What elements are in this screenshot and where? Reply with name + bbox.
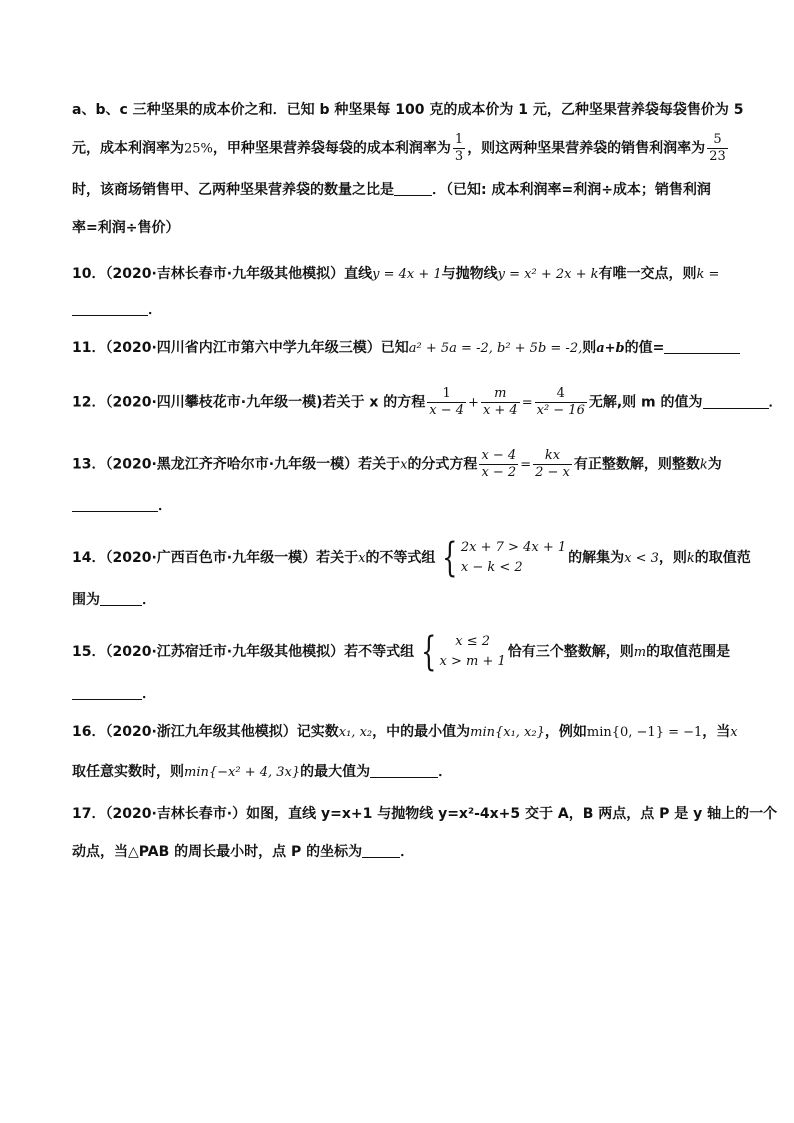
answer-blank[interactable] [72,685,142,700]
q15-inequality-system [416,629,506,675]
q14-text-a: 14．（2020·广西百色市·九年级一模）若关于 [72,550,359,566]
q12-end: ． [768,394,783,411]
q13-text-b: 的分式方程 [407,456,478,473]
q13-line2 [72,496,172,516]
q9-text3a: 时，该商场销售甲、乙两种坚果营养袋的数量之比是 [72,182,394,198]
q14-line2 [72,590,156,610]
q9-fraction-2: $\frac{5}{23}$ [709,132,726,164]
q15-var-m: m [633,645,647,660]
q9-fraction-1: $\frac{1}{3}$ [454,132,464,164]
answer-blank[interactable] [100,591,142,606]
q10-text-b: 与抛物线 [441,266,498,282]
q16-text-a: 16．（2020·浙江九年级其他模拟）记实数 [72,724,339,740]
answer-blank[interactable] [703,394,769,409]
q17-line1 [72,804,777,824]
q11-sum: a+b [596,341,625,356]
q16-text-d: ，当 [702,724,731,740]
q15-end: ． [142,686,156,702]
q10-text-a: 10．（2020·吉林长春市·九年级其他模拟）直线 [72,266,373,282]
brace-icon: { [442,535,458,581]
q16-line2 [72,762,452,783]
q13-equals: = [520,457,532,473]
q12-equals: = [521,395,533,411]
q10-k: k = [696,267,720,282]
answer-blank[interactable] [72,497,158,512]
q14-var-k: k [686,551,695,566]
q9-line1 [72,100,744,120]
q13-text-d: 为 [707,456,722,473]
q9-line4 [72,218,179,238]
q17-end: ． [400,844,415,860]
q9-text3b: ．（已知: 成本利润率=利润÷成本；销售利润 [432,182,711,198]
q17-text-l1: 17．（2020·吉林长春市·）如图，直线 y=x+1 与抛物线 y=x²-4x+5 交于 A，B 两点，点 P 是 y 轴上的一个 [72,806,778,822]
q14-var-x: x [358,551,366,566]
q14-line1 [72,535,751,581]
brace-icon: { [421,629,437,675]
q10-text-c: 有唯一交点，则 [598,266,697,282]
q16-text-l2a: 取任意实数时，则 [72,764,184,780]
q13-line1 [72,448,722,481]
q15-text-a: 15．（2020·江苏宿迁市·九年级其他模拟）若不等式组 [72,644,415,660]
q14-text-c: 的解集为 [568,550,625,566]
q11-text-b: 则 [582,340,597,356]
q16-end: ． [438,764,453,780]
q11-text-c: 的值= [624,340,665,356]
q10-end: ． [148,302,162,318]
q16-line1 [72,722,738,743]
q10-line1 [72,264,719,285]
q9-text1: a、b、c 三种坚果的成本价之和．已知 b 种坚果每 100 克的成本价为 1 元，乙种坚果营养袋每袋售价为 5 [72,102,744,118]
q14-row-2: x − k < 2 [460,560,523,575]
q17-line2 [72,842,414,862]
q9-line3 [72,180,711,200]
q11-equations: a² + 5a = -2, b² + 5b = -2, [408,341,583,356]
q15-row-2: x > m + 1 [439,654,506,669]
q9-rate: 25% [184,141,213,157]
q11-text-a: 11．（2020·四川省内江市第六中学九年级三模）已知 [72,340,409,356]
q12-text-a: 12．（2020·四川攀枝花市·九年级一模)若关于 x 的方程 [72,394,426,411]
answer-blank[interactable] [72,301,148,316]
answer-blank[interactable] [394,181,432,196]
q14-text-e: 的取值范 [694,550,751,566]
q14-text-b: 的不等式组 [365,550,436,566]
q11-line [72,338,740,359]
q9-text2c: ，甲种坚果营养袋每袋的成本利润率为 [212,140,451,157]
q14-row-1: 2x + 7 > 4x + 1 [460,540,567,555]
q9-text2a: 元，成本利润率为 [72,140,184,157]
q14-text-l2: 围为 [72,592,100,608]
q14-end: ． [142,592,156,608]
q15-text-b: 恰有三个整数解，则 [507,644,634,660]
q12-text-b: 无解,则 m 的值为 [588,394,703,411]
answer-blank[interactable] [362,843,400,858]
q16-min-expr: min{−x² + 4, 3x} [184,765,301,780]
q12-line [72,386,783,419]
q12-fraction-3: $\frac{4}{\text{x² − 16}}$ [536,386,585,418]
q15-text-c: 的取值范围是 [646,644,731,660]
q10-line2 [72,300,162,320]
q13-end: ． [158,498,172,514]
q13-text-a: 13．（2020·黑龙江齐齐哈尔市·九年级一模）若关于 [72,456,401,473]
q16-min-def: min{x₁, x₂} [470,725,545,740]
q15-row-1: x ≤ 2 [455,634,491,649]
q9-text2d: ，则这两种坚果营养袋的销售利润率为 [467,140,706,157]
q12-fraction-2: $\frac{m}{x + 4}$ [482,386,518,418]
q10-line-equation: y = 4x + 1 [372,267,442,282]
q15-line1 [72,629,731,675]
q13-text-c: 有正整数解，则整数 [573,456,700,473]
q13-var-x: x [400,457,408,473]
q9-text4: 率=利润÷售价） [72,220,180,236]
q10-parabola-equation: y = x² + 2x + k [497,267,599,282]
q12-plus: + [468,395,479,411]
q9-line2 [72,132,730,165]
q16-example: min{0, −1} = −1 [586,725,703,740]
q13-var-k: k [699,457,708,473]
q16-text-c: ，例如 [544,724,587,740]
q14-solution: x < 3 [624,551,659,566]
q16-var-x: x [730,725,738,740]
q17-text-l2a: 动点，当△PAB 的周长最小时，点 P 的坐标为 [72,844,363,860]
q14-inequality-system [437,535,567,581]
q13-fraction-1: $\frac{x - 4}{x - 2}$ [481,448,517,480]
q13-fraction-2: $\frac{kx}{2 - x}$ [535,448,570,480]
q12-fraction-1: $\frac{1}{x - 4}$ [429,386,465,418]
q16-text-b: ，中的最小值为 [372,724,471,740]
answer-blank[interactable] [664,339,740,354]
q16-text-l2b: 的最大值为 [300,764,371,780]
q15-line2 [72,684,156,704]
q14-text-d: ，则 [658,550,687,566]
q16-vars: x₁, x₂ [338,725,373,740]
answer-blank[interactable] [370,763,438,778]
